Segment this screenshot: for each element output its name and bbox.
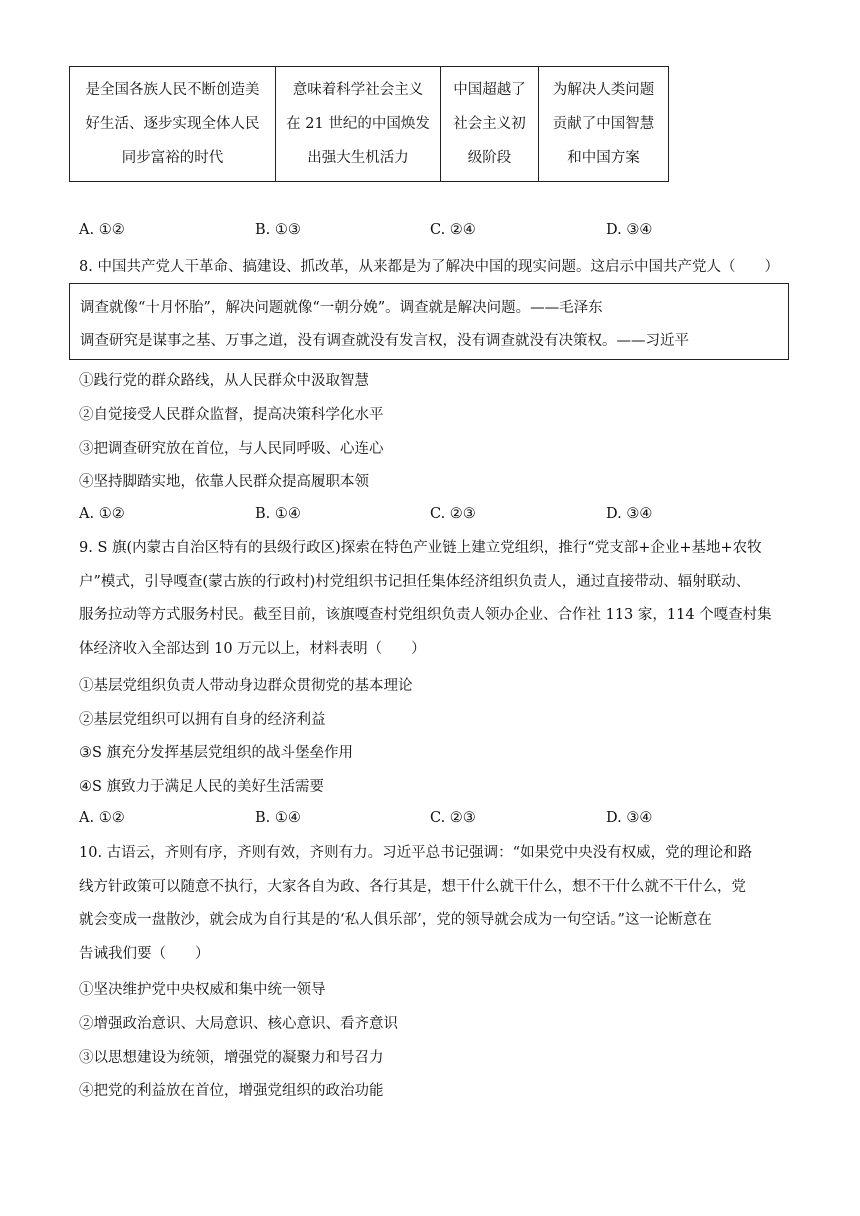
table-cell-2 <box>276 67 441 182</box>
q9-stem-line: 服务拉动等方式服务村民。截至目前，该旗嘎查村党组织负责人领办企业、合作社 113 家，114 个嘎查村集 <box>79 607 772 624</box>
table-row <box>70 67 669 182</box>
cell-line: 好生活、逐步实现全体人民 <box>85 116 260 132</box>
q10-item-4: ④把党的利益放在首位，增强党组织的政治功能 <box>79 1083 384 1099</box>
q9-item-2: ②基层党组织可以拥有自身的经济利益 <box>79 712 326 728</box>
option-d[interactable]: D. ③④ <box>606 222 653 238</box>
answer-table <box>69 66 669 182</box>
q7-options <box>79 222 779 244</box>
q10-stem-line: 线方针政策可以随意不执行，大家各自为政、各行其是，想干什么就干什么，想不干什么就不干什么，党 <box>79 878 746 895</box>
cell-line: 同步富裕的时代 <box>121 150 224 166</box>
option-c[interactable]: C. ②③ <box>430 810 476 826</box>
option-c[interactable]: C. ②④ <box>430 222 476 238</box>
option-d[interactable]: D. ③④ <box>606 506 653 522</box>
option-d[interactable]: D. ③④ <box>606 810 653 826</box>
quote-mao: 调查就像“十月怀胎”，解决问题就像“一朝分娩”。调查就是解决问题。——毛泽东 <box>80 300 603 316</box>
q9-stem-line: 体经济收入全部达到 10 万元以上，材料表明（ ） <box>79 640 426 657</box>
cell-line: 在 21 世纪的中国焕发 <box>286 116 430 132</box>
q8-options <box>79 506 779 528</box>
q9-item-3: ③S 旗充分发挥基层党组织的战斗堡垒作用 <box>79 745 354 761</box>
q10-stem-line: 就会变成一盘散沙，就会成为自行其是的‘私人俱乐部’，党的领导就会成为一句空话。”这一论断意在 <box>79 912 712 929</box>
quote-xi: 调查研究是谋事之基、万事之道，没有调查就没有发言权，没有调查就没有决策权。——习近平 <box>80 333 689 349</box>
option-a[interactable]: A. ①② <box>79 810 125 826</box>
q9-item-4: ④S 旗致力于满足人民的美好生活需要 <box>79 779 325 795</box>
cell-line: 是全国各族人民不断创造美 <box>85 82 260 98</box>
cell-line: 出强大生机活力 <box>307 150 409 166</box>
q10-stem-line: 告诫我们要（ ） <box>79 945 210 962</box>
option-b[interactable]: B. ①④ <box>255 506 301 522</box>
cell-line: 贡献了中国智慧 <box>552 116 655 132</box>
q9-item-1: ①基层党组织负责人带动身边群众贯彻党的基本理论 <box>79 678 413 694</box>
table-cell-1 <box>70 67 276 182</box>
q8-item-2: ②自觉接受人民群众监督，提高决策科学化水平 <box>79 407 384 423</box>
q8-item-1: ①践行党的群众路线，从人民群众中汲取智慧 <box>79 373 369 389</box>
table-cell-3 <box>441 67 539 182</box>
cell-line: 为解决人类问题 <box>552 82 655 98</box>
q8-stem: 8. 中国共产党人干革命、搞建设、抓改革，从来都是为了解决中国的现实问题。这启示中国共产党人（ ） <box>79 259 779 275</box>
option-b[interactable]: B. ①④ <box>255 810 301 826</box>
q8-item-4: ④坚持脚踏实地，依靠人民群众提高履职本领 <box>79 474 369 490</box>
option-b[interactable]: B. ①③ <box>255 222 301 238</box>
q10-item-3: ③以思想建设为统领，增强党的凝聚力和号召力 <box>79 1050 384 1066</box>
cell-line: 意味着科学社会主义 <box>292 82 424 98</box>
q9-stem-line: 户”模式，引导嘎查(蒙古族的行政村)村党组织书记担任集体经济组织负责人，通过直接带动、辐射联动、 <box>79 573 751 590</box>
option-c[interactable]: C. ②③ <box>430 506 476 522</box>
table-cell-4 <box>539 67 669 182</box>
cell-line: 中国超越了 <box>453 82 526 98</box>
q9-stem-line: 9. S 旗(内蒙古自治区特有的县级行政区)探索在特色产业链上建立党组织，推行“党支部+企业+基地+农牧 <box>79 540 762 556</box>
q10-stem <box>79 837 783 971</box>
option-a[interactable]: A. ①② <box>79 506 125 522</box>
q8-item-3: ③把调查研究放在首位，与人民同呼吸、心连心 <box>79 441 384 457</box>
cell-line: 社会主义初 <box>453 116 526 132</box>
cell-line: 级阶段 <box>467 150 512 166</box>
q10-item-2: ②增强政治意识、大局意识、核心意识、看齐意识 <box>79 1016 398 1032</box>
cell-line: 和中国方案 <box>567 150 640 166</box>
q10-stem-line: 10. 古语云，齐则有序，齐则有效，齐则有力。习近平总书记强调：“如果党中央没有权威，党的理论和路 <box>79 845 753 861</box>
q10-item-1: ①坚决维护党中央权威和集中统一领导 <box>79 982 326 998</box>
option-a[interactable]: A. ①② <box>79 222 125 238</box>
q9-options <box>79 810 779 832</box>
quote-box <box>69 283 789 360</box>
q9-stem <box>79 532 783 666</box>
